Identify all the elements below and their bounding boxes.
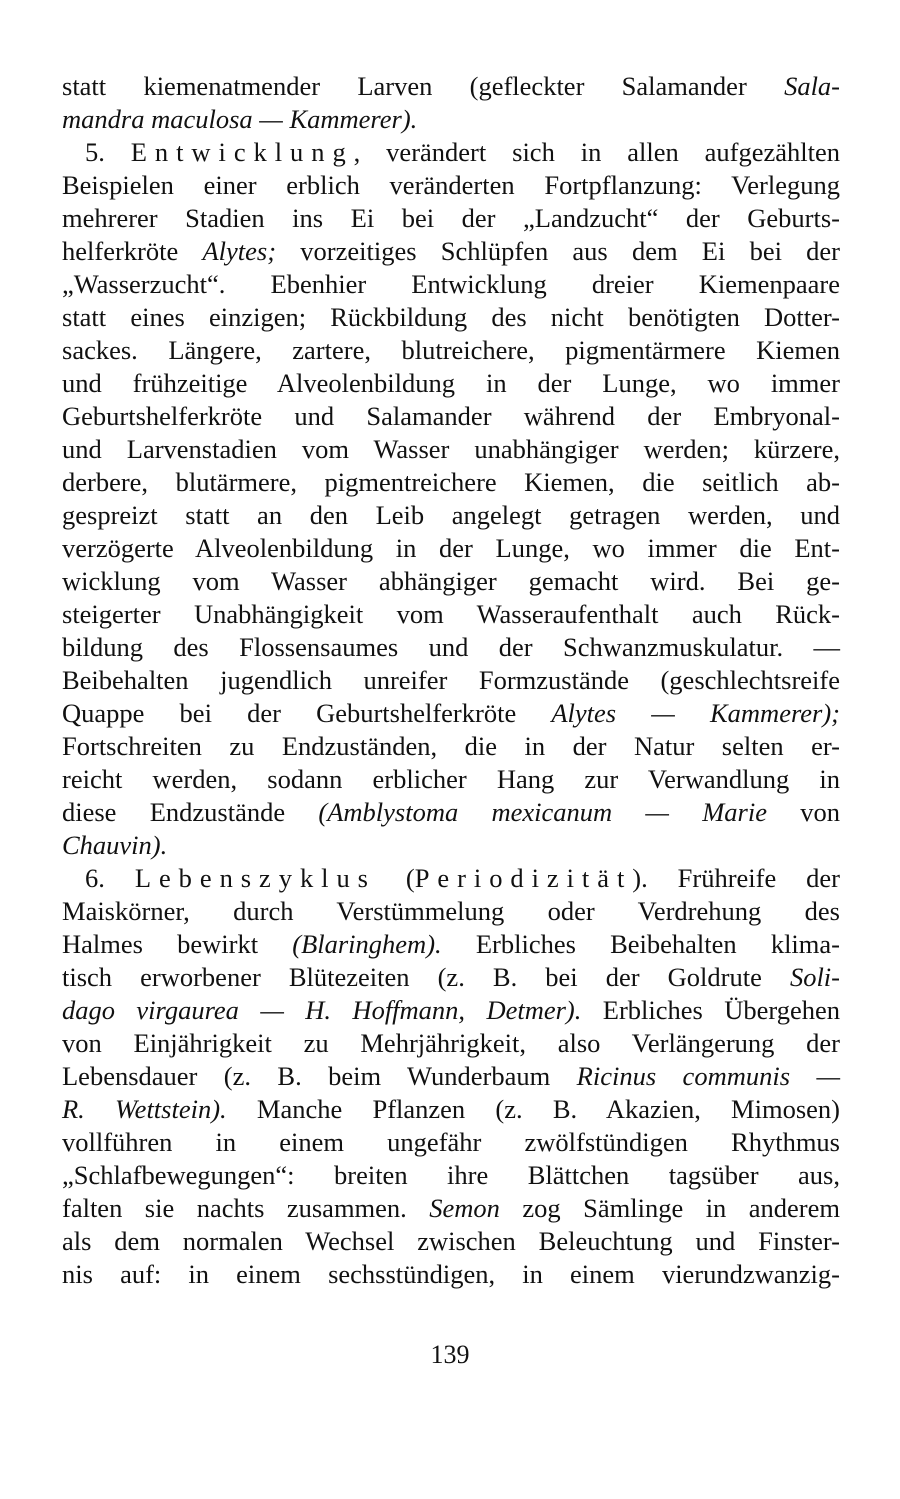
italic-text: R. Wettstein). (62, 1094, 227, 1124)
text-line (62, 862, 840, 895)
text-segment: wicklung vom Wasser abhängiger gemacht wird. Bei ge- (62, 566, 840, 596)
text-segment: derbere, blutärmere, pigmentreichere Kiemen, die seitlich ab- (62, 467, 840, 497)
text-line (62, 598, 840, 631)
text-line (62, 466, 840, 499)
text-line (62, 565, 840, 598)
text-segment: mehrerer Stadien ins Ei bei der „Landzucht“ der Geburts- (62, 203, 840, 233)
text-line (62, 202, 840, 235)
text-line (62, 730, 840, 763)
text-line (62, 1258, 840, 1291)
text-segment: steigerter Unabhängigkeit vom Wasseraufenthalt auch Rück- (62, 599, 840, 629)
text-line (62, 103, 840, 136)
italic-text: Sala- (784, 71, 840, 101)
text-line (62, 334, 840, 367)
text-line (62, 763, 840, 796)
text-segment: bildung des Flossensaumes und der Schwanzmuskulatur. — (62, 632, 840, 662)
text-line (62, 1060, 840, 1093)
text-segment: 5. (85, 137, 131, 167)
italic-text: dago virgaurea — H. Hoffmann, Detmer). (62, 995, 582, 1025)
text-segment: verzögerte Alveolenbildung in der Lunge, wo immer die Ent- (62, 533, 840, 563)
text-segment: und frühzeitige Alveolenbildung in der Lunge, wo immer (62, 368, 840, 398)
italic-text: mandra maculosa — Kammerer). (62, 104, 418, 134)
page-number: 139 (430, 1340, 470, 1369)
text-segment: gespreizt statt an den Leib angelegt getragen werden, und (62, 500, 840, 530)
text-line (62, 169, 840, 202)
text-line (62, 136, 840, 169)
text-line (62, 829, 840, 862)
italic-text: Soli- (789, 962, 840, 992)
text-segment: Beibehalten jugendlich unreifer Formzustände (geschlechtsreife (62, 665, 840, 695)
text-segment: helferkröte (62, 236, 203, 266)
text-line (62, 433, 840, 466)
text-line (62, 499, 840, 532)
spaced-heading-text: Periodizität (414, 863, 633, 893)
text-segment: 6. (85, 863, 135, 893)
text-line (62, 367, 840, 400)
text-segment: falten sie nachts zusammen. (62, 1193, 430, 1223)
spaced-heading-text: Entwicklung (130, 137, 354, 167)
text-line (62, 895, 840, 928)
italic-text: Alytes; (202, 236, 277, 266)
text-segment: diese Endzustände (62, 797, 319, 827)
italic-text: Chauvin). (62, 830, 168, 860)
italic-text: Semon (429, 1193, 500, 1223)
text-line (62, 1192, 840, 1225)
text-segment: Maiskörner, durch Verstümmelung oder Verdrehung des (62, 896, 840, 926)
text-segment: vorzeitiges Schlüpfen aus dem Ei bei der (276, 236, 840, 266)
text-line (62, 1159, 840, 1192)
text-segment: Erbliches Beibehalten klima- (441, 929, 840, 959)
text-line (62, 994, 840, 1027)
text-segment: tisch erworbener Blütezeiten (z. B. bei der Goldrute (62, 962, 790, 992)
text-segment: vollführen in einem ungefähr zwölfstündigen Rhythmus (62, 1127, 840, 1157)
text-line (62, 928, 840, 961)
text-segment: sackes. Längere, zartere, blutreichere, pigmentärmere Kiemen (62, 335, 840, 365)
text-line (62, 1027, 840, 1060)
text-segment: Halmes bewirkt (62, 929, 293, 959)
text-segment: Lebensdauer (z. B. beim Wunderbaum (62, 1061, 577, 1091)
text-line (62, 664, 840, 697)
text-segment: statt eines einzigen; Rückbildung des nicht benötigten Dotter- (62, 302, 840, 332)
text-segment: , verändert sich in allen aufgezählten (353, 137, 840, 167)
text-line (62, 268, 840, 301)
text-line (62, 631, 840, 664)
italic-text: Alytes — Kammerer); (551, 698, 841, 728)
text-line (62, 1225, 840, 1258)
page-body (62, 70, 840, 1291)
text-segment: nis auf: in einem sechsstündigen, in einem vierundzwanzig- (62, 1259, 840, 1289)
text-line (62, 70, 840, 103)
text-segment: von (766, 797, 840, 827)
text-segment: reicht werden, sodann erblicher Hang zur Verwandlung in (62, 764, 840, 794)
text-line (62, 400, 840, 433)
text-line (62, 697, 840, 730)
text-line (62, 1093, 840, 1126)
text-line (62, 532, 840, 565)
text-segment: zog Sämlinge in anderem (499, 1193, 840, 1223)
text-segment: Erbliches Übergehen (581, 995, 840, 1025)
spaced-heading-text: Lebenszyklus (134, 863, 376, 893)
text-segment: ( (375, 863, 415, 893)
text-line (62, 1126, 840, 1159)
text-line (62, 301, 840, 334)
italic-text: (Blaringhem). (292, 929, 442, 959)
text-segment: statt kiemenatmender Larven (gefleckter Salamander (62, 71, 785, 101)
text-segment: ). Frühreife der (632, 863, 841, 893)
text-segment: als dem normalen Wechsel zwischen Beleuchtung und Finster- (62, 1226, 840, 1256)
text-segment: „Wasserzucht“. Ebenhier Entwicklung dreier Kiemenpaare (62, 269, 840, 299)
italic-text: (Amblystoma mexicanum — Marie (318, 797, 767, 827)
text-segment: Fortschreiten zu Endzuständen, die in der Natur selten er- (62, 731, 840, 761)
text-segment: „Schlafbewegungen“: breiten ihre Blättchen tagsüber aus, (62, 1160, 840, 1190)
text-line (62, 961, 840, 994)
text-segment: Geburtshelferkröte und Salamander während der Embryonal- (62, 401, 840, 431)
text-line (62, 235, 840, 268)
text-segment: Quappe bei der Geburtshelferkröte (62, 698, 552, 728)
text-segment: Beispielen einer erblich veränderten Fortpflanzung: Verlegung (62, 170, 840, 200)
text-segment: und Larvenstadien vom Wasser unabhängiger werden; kürzere, (62, 434, 840, 464)
text-line (62, 796, 840, 829)
text-segment: von Einjährigkeit zu Mehrjährigkeit, also Verlängerung der (62, 1028, 840, 1058)
italic-text: Ricinus communis — (576, 1061, 841, 1091)
text-segment: Manche Pflanzen (z. B. Akazien, Mimosen) (226, 1094, 840, 1124)
